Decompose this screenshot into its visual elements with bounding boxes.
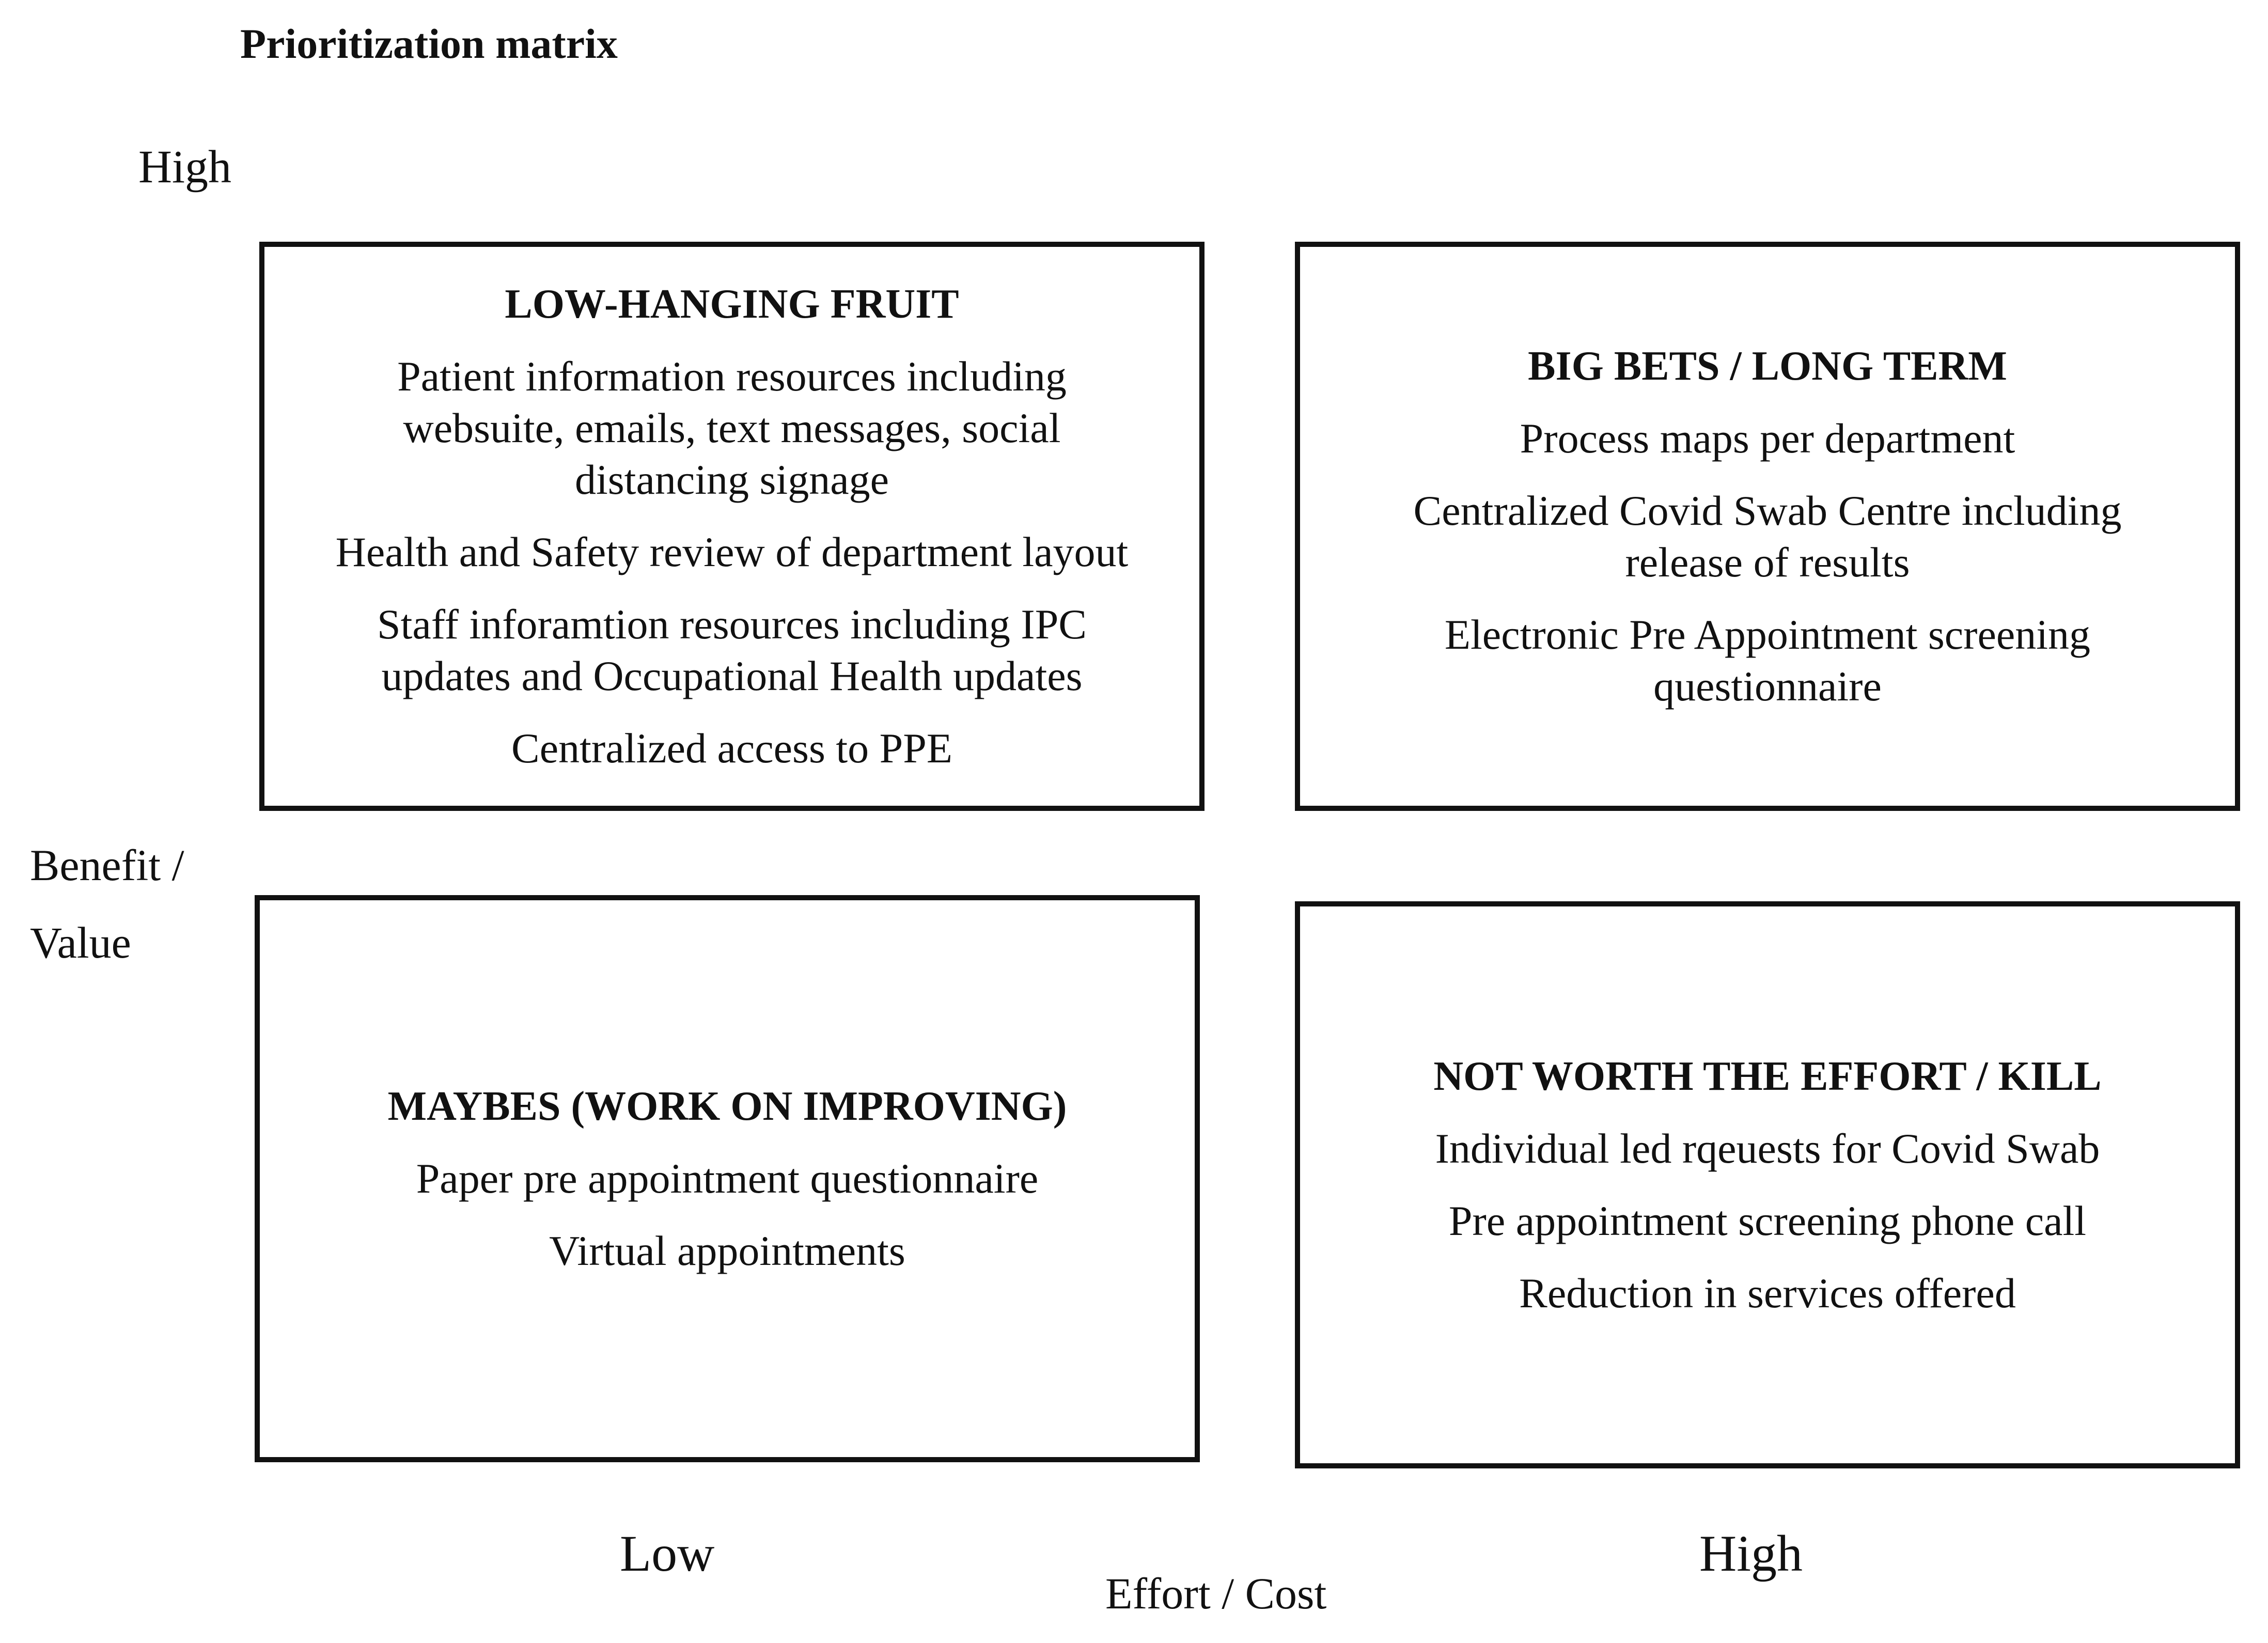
y-axis-label-line1: Benefit / — [30, 840, 184, 890]
quadrant-item: Health and Safety review of department layout — [335, 528, 1129, 575]
quadrant-item: Centralized Covid Swab Centre including release of results — [1413, 487, 2122, 586]
matrix-title: Prioritization matrix — [240, 20, 618, 67]
quadrant-not-worth-effort — [1295, 901, 2240, 1468]
quadrant-item: Patient information resources including websuite, emails, text messages, social distancing signage — [397, 353, 1067, 503]
quadrant-item-list — [416, 1153, 1039, 1277]
quadrant-item: Individual led rqeuests for Covid Swab — [1435, 1125, 2100, 1172]
quadrant-maybes — [255, 895, 1200, 1462]
quadrant-item: Reduction in services offered — [1519, 1270, 2016, 1317]
quadrant-title: MAYBES (WORK ON IMPROVING) — [387, 1084, 1067, 1129]
x-axis-low-label: Low — [620, 1525, 715, 1582]
quadrant-item: Pre appointment screening phone call — [1448, 1197, 2087, 1244]
x-axis-high-label: High — [1699, 1525, 1803, 1582]
quadrant-item-list — [1435, 1123, 2100, 1319]
quadrant-item-list — [285, 351, 1179, 774]
quadrant-title: NOT WORTH THE EFFORT / KILL — [1433, 1054, 2102, 1099]
quadrant-item: Centralized access to PPE — [511, 725, 952, 772]
quadrant-item: Process maps per department — [1520, 415, 2015, 462]
quadrant-item: Staff inforamtion resources including IPC updates and Occupational Health updates — [377, 601, 1087, 699]
y-axis-high-label: High — [138, 142, 231, 193]
quadrant-item: Paper pre appointment questionnaire — [416, 1155, 1039, 1202]
quadrant-item: Electronic Pre Appointment screening questionnaire — [1444, 611, 2091, 710]
quadrant-item-list — [1321, 413, 2214, 712]
quadrant-title: BIG BETS / LONG TERM — [1528, 343, 2007, 389]
quadrant-low-hanging-fruit — [259, 242, 1205, 811]
quadrant-title: LOW-HANGING FRUIT — [505, 281, 959, 327]
quadrant-big-bets — [1295, 242, 2240, 811]
y-axis-label — [30, 826, 184, 981]
x-axis-label: Effort / Cost — [1105, 1569, 1327, 1618]
quadrant-item: Virtual appointments — [549, 1227, 905, 1274]
y-axis-label-line2: Value — [30, 918, 131, 967]
